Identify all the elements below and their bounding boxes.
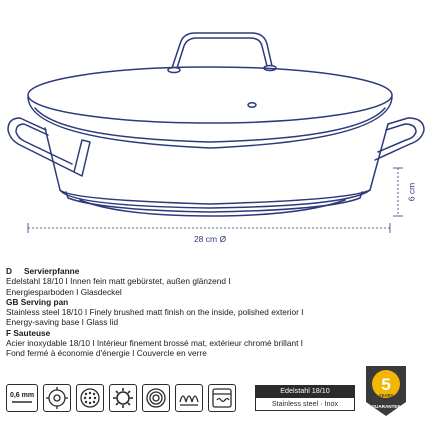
lid-vent xyxy=(248,103,256,107)
material-de-label: Edelstahl 18/10 xyxy=(255,385,355,397)
material-spec-box xyxy=(255,385,355,411)
pan-body xyxy=(45,124,388,216)
description-line: Acier inoxydable 18/10 I Intérieur finement brossé mat, extérieur chromé brillant I xyxy=(6,338,303,349)
halogen-hob-icon xyxy=(142,384,170,412)
product-description xyxy=(6,266,431,359)
warranty-number: 5 xyxy=(381,375,391,394)
glass-ceramic-hob-icon xyxy=(109,384,137,412)
description-line: Edelstahl 18/10 I Innen fein matt gebürstet, außen glänzend I xyxy=(6,276,231,287)
description-heading-f: F Sauteuse xyxy=(6,327,51,338)
diameter-label: 28 cm Ø xyxy=(193,234,227,244)
thickness-icon xyxy=(6,384,38,412)
description-line: Fond fermé à économie d'énergie I Couvercle en verre xyxy=(6,348,207,359)
glass-lid xyxy=(28,67,392,148)
description-heading-de: D Servierpfanne xyxy=(6,266,80,276)
induction-hob-icon xyxy=(175,384,203,412)
gas-hob-icon xyxy=(43,384,71,412)
height-dimension xyxy=(393,168,416,216)
thickness-label: 0,6 mm xyxy=(9,391,35,399)
warranty-badge xyxy=(362,362,410,420)
description-line: Energy-saving base I Glass lid xyxy=(6,317,119,328)
warranty-years: YEARS xyxy=(378,393,394,398)
description-line: Energiesparboden I Glasdeckel xyxy=(6,286,122,297)
height-label: 6 cm xyxy=(406,182,417,202)
oven-icon xyxy=(208,384,236,412)
description-heading-gb: GB Serving pan xyxy=(6,296,69,307)
electric-hob-icon xyxy=(76,384,104,412)
diameter-dimension xyxy=(28,223,390,244)
material-en-label: Stainless steel · Inox xyxy=(255,397,355,411)
right-pan-handle xyxy=(375,118,424,160)
description-line: Stainless steel 18/10 I Finely brushed matt finish on the inside, polished exterior I xyxy=(6,307,304,318)
warranty-guarantee: GUARANTEE xyxy=(371,404,401,409)
